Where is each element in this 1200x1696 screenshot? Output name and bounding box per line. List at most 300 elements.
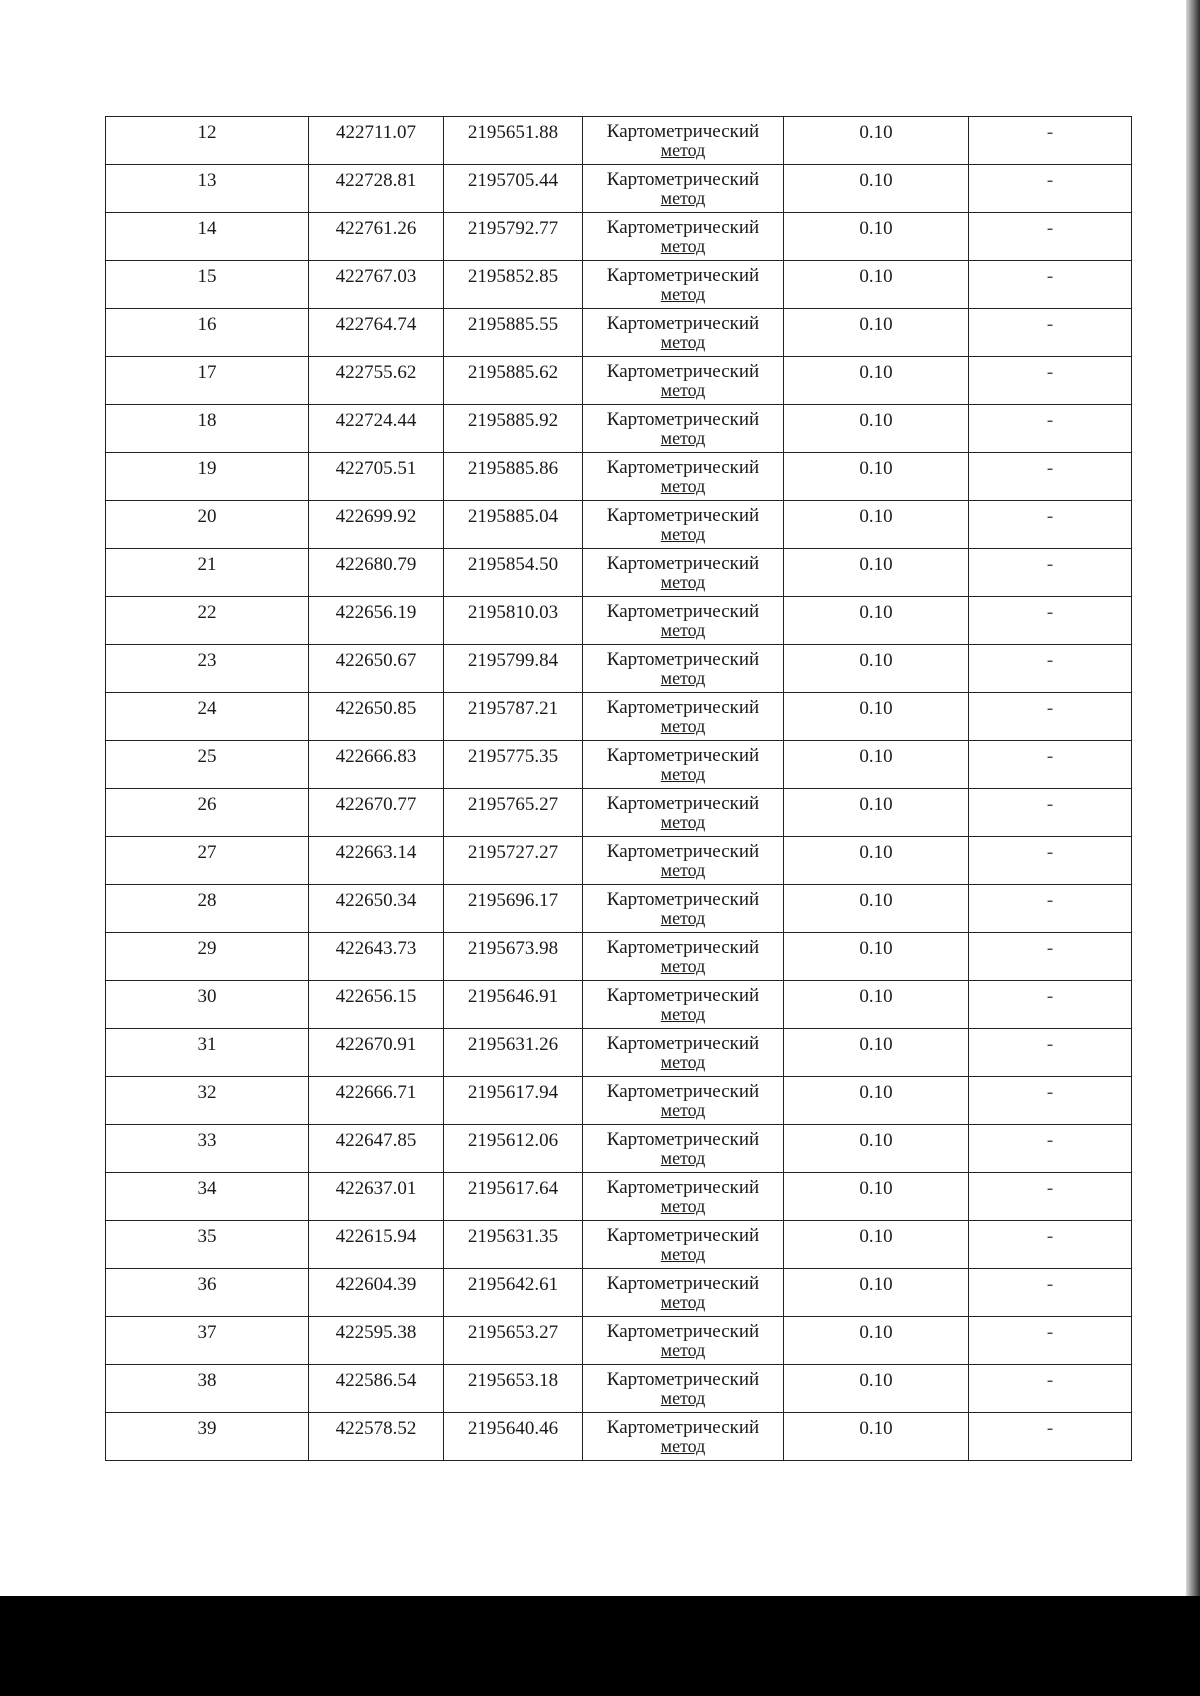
x-coordinate: 422663.14: [335, 842, 417, 863]
x-coordinate: 422764.74: [335, 314, 417, 335]
accuracy-cell: [784, 885, 969, 933]
accuracy-value: 0.10: [859, 122, 893, 143]
method-line-1: Картометрический: [606, 553, 760, 574]
point-number-cell: [106, 405, 309, 453]
y-coordinate-cell: [444, 1365, 583, 1413]
note-value: -: [1046, 1322, 1054, 1343]
method-line-2: метод: [660, 1100, 706, 1120]
y-coordinate: 2195799.84: [467, 650, 559, 671]
accuracy-value: 0.10: [859, 1130, 893, 1151]
accuracy-value: 0.10: [859, 890, 893, 911]
point-number: 36: [197, 1274, 217, 1295]
y-coordinate-cell: [444, 1029, 583, 1077]
accuracy-value: 0.10: [859, 410, 893, 431]
method-cell: [583, 1029, 784, 1077]
method-line-1: Картометрический: [606, 697, 760, 718]
y-coordinate: 2195653.27: [467, 1322, 559, 1343]
note-cell: [969, 1365, 1132, 1413]
y-coordinate-cell: [444, 693, 583, 741]
y-coordinate-cell: [444, 165, 583, 213]
x-coordinate-cell: [309, 357, 444, 405]
accuracy-cell: [784, 309, 969, 357]
note-cell: [969, 1317, 1132, 1365]
x-coordinate-cell: [309, 549, 444, 597]
x-coordinate-cell: [309, 1173, 444, 1221]
table-row: [106, 1125, 1132, 1173]
method-line-1: Картометрический: [606, 889, 760, 910]
y-coordinate-cell: [444, 549, 583, 597]
method-line-2: метод: [660, 1340, 706, 1360]
note-value: -: [1046, 170, 1054, 191]
accuracy-cell: [784, 1413, 969, 1461]
x-coordinate-cell: [309, 309, 444, 357]
method-line-2: метод: [660, 1052, 706, 1072]
x-coordinate-cell: [309, 885, 444, 933]
y-coordinate: 2195885.62: [467, 362, 559, 383]
accuracy-value: 0.10: [859, 986, 893, 1007]
note-value: -: [1046, 938, 1054, 959]
accuracy-cell: [784, 117, 969, 165]
scan-bottom-band: [0, 1596, 1200, 1696]
method-cell: [583, 1365, 784, 1413]
method-line-2: метод: [660, 572, 706, 592]
accuracy-cell: [784, 1221, 969, 1269]
method-cell: [583, 837, 784, 885]
accuracy-value: 0.10: [859, 218, 893, 239]
accuracy-cell: [784, 453, 969, 501]
x-coordinate: 422761.26: [335, 218, 417, 239]
note-cell: [969, 1269, 1132, 1317]
x-coordinate-cell: [309, 1125, 444, 1173]
method-line-2: метод: [660, 1148, 706, 1168]
x-coordinate: 422767.03: [335, 266, 417, 287]
y-coordinate-cell: [444, 1125, 583, 1173]
y-coordinate-cell: [444, 405, 583, 453]
method-line-2: метод: [660, 524, 706, 544]
table-row: [106, 357, 1132, 405]
point-number: 26: [197, 794, 217, 815]
point-number-cell: [106, 1317, 309, 1365]
point-number-cell: [106, 1077, 309, 1125]
x-coordinate: 422578.52: [335, 1418, 417, 1439]
note-value: -: [1046, 842, 1054, 863]
method-line-1: Картометрический: [606, 1033, 760, 1054]
y-coordinate-cell: [444, 789, 583, 837]
point-number-cell: [106, 933, 309, 981]
method-line-1: Картометрический: [606, 169, 760, 190]
note-value: -: [1046, 986, 1054, 1007]
x-coordinate-cell: [309, 213, 444, 261]
accuracy-value: 0.10: [859, 1226, 893, 1247]
accuracy-value: 0.10: [859, 554, 893, 575]
y-coordinate-cell: [444, 1317, 583, 1365]
point-number: 39: [197, 1418, 217, 1439]
accuracy-value: 0.10: [859, 698, 893, 719]
point-number-cell: [106, 693, 309, 741]
x-coordinate-cell: [309, 837, 444, 885]
x-coordinate-cell: [309, 597, 444, 645]
table-row: [106, 741, 1132, 789]
note-cell: [969, 693, 1132, 741]
y-coordinate-cell: [444, 981, 583, 1029]
x-coordinate: 422595.38: [335, 1322, 417, 1343]
point-number-cell: [106, 1413, 309, 1461]
point-number-cell: [106, 165, 309, 213]
method-cell: [583, 357, 784, 405]
point-number-cell: [106, 741, 309, 789]
table-row: [106, 405, 1132, 453]
method-line-1: Картометрический: [606, 121, 760, 142]
note-value: -: [1046, 218, 1054, 239]
point-number: 28: [197, 890, 217, 911]
point-number: 15: [197, 266, 217, 287]
point-number: 13: [197, 170, 217, 191]
y-coordinate-cell: [444, 261, 583, 309]
note-cell: [969, 1221, 1132, 1269]
y-coordinate: 2195854.50: [467, 554, 559, 575]
accuracy-cell: [784, 1269, 969, 1317]
table-row: [106, 1173, 1132, 1221]
x-coordinate: 422647.85: [335, 1130, 417, 1151]
table-row: [106, 1413, 1132, 1461]
accuracy-value: 0.10: [859, 746, 893, 767]
table-row: [106, 789, 1132, 837]
note-cell: [969, 837, 1132, 885]
x-coordinate: 422615.94: [335, 1226, 417, 1247]
method-cell: [583, 1173, 784, 1221]
y-coordinate: 2195775.35: [467, 746, 559, 767]
accuracy-value: 0.10: [859, 1370, 893, 1391]
x-coordinate: 422656.19: [335, 602, 417, 623]
x-coordinate-cell: [309, 117, 444, 165]
x-coordinate: 422637.01: [335, 1178, 417, 1199]
note-value: -: [1046, 362, 1054, 383]
method-line-2: метод: [660, 236, 706, 256]
table-row: [106, 117, 1132, 165]
method-cell: [583, 1077, 784, 1125]
accuracy-value: 0.10: [859, 362, 893, 383]
note-cell: [969, 261, 1132, 309]
method-line-1: Картометрический: [606, 601, 760, 622]
x-coordinate: 422656.15: [335, 986, 417, 1007]
method-line-2: метод: [660, 1388, 706, 1408]
accuracy-value: 0.10: [859, 602, 893, 623]
accuracy-value: 0.10: [859, 506, 893, 527]
table-row: [106, 309, 1132, 357]
y-coordinate: 2195642.61: [467, 1274, 559, 1295]
table-row: [106, 1221, 1132, 1269]
note-value: -: [1046, 506, 1054, 527]
y-coordinate-cell: [444, 213, 583, 261]
coordinates-table-body: [106, 117, 1132, 1461]
accuracy-value: 0.10: [859, 938, 893, 959]
table-row: [106, 165, 1132, 213]
point-number-cell: [106, 1365, 309, 1413]
y-coordinate: 2195617.94: [467, 1082, 559, 1103]
y-coordinate: 2195646.91: [467, 986, 559, 1007]
method-cell: [583, 789, 784, 837]
method-line-2: метод: [660, 1244, 706, 1264]
method-line-1: Картометрический: [606, 745, 760, 766]
method-line-1: Картометрический: [606, 265, 760, 286]
note-value: -: [1046, 650, 1054, 671]
table-row: [106, 213, 1132, 261]
y-coordinate: 2195885.04: [467, 506, 559, 527]
y-coordinate-cell: [444, 357, 583, 405]
y-coordinate-cell: [444, 1269, 583, 1317]
note-value: -: [1046, 314, 1054, 335]
method-line-1: Картометрический: [606, 505, 760, 526]
point-number-cell: [106, 1269, 309, 1317]
y-coordinate: 2195673.98: [467, 938, 559, 959]
accuracy-cell: [784, 501, 969, 549]
point-number: 21: [197, 554, 217, 575]
y-coordinate: 2195631.35: [467, 1226, 559, 1247]
table-row: [106, 981, 1132, 1029]
method-line-1: Картометрический: [606, 985, 760, 1006]
method-cell: [583, 741, 784, 789]
x-coordinate-cell: [309, 789, 444, 837]
accuracy-value: 0.10: [859, 1418, 893, 1439]
accuracy-value: 0.10: [859, 1034, 893, 1055]
method-line-2: метод: [660, 1436, 706, 1456]
point-number-cell: [106, 597, 309, 645]
method-line-1: Картометрический: [606, 1225, 760, 1246]
note-cell: [969, 165, 1132, 213]
method-line-2: метод: [660, 188, 706, 208]
point-number-cell: [106, 1029, 309, 1077]
accuracy-cell: [784, 357, 969, 405]
method-line-1: Картометрический: [606, 1081, 760, 1102]
x-coordinate: 422724.44: [335, 410, 417, 431]
method-line-1: Картометрический: [606, 1129, 760, 1150]
method-cell: [583, 645, 784, 693]
y-coordinate-cell: [444, 933, 583, 981]
method-line-1: Картометрический: [606, 457, 760, 478]
x-coordinate: 422650.85: [335, 698, 417, 719]
x-coordinate: 422643.73: [335, 938, 417, 959]
y-coordinate: 2195640.46: [467, 1418, 559, 1439]
note-value: -: [1046, 746, 1054, 767]
note-cell: [969, 1413, 1132, 1461]
x-coordinate-cell: [309, 1269, 444, 1317]
method-line-1: Картометрический: [606, 361, 760, 382]
note-cell: [969, 117, 1132, 165]
note-cell: [969, 309, 1132, 357]
note-cell: [969, 1077, 1132, 1125]
point-number: 17: [197, 362, 217, 383]
point-number: 16: [197, 314, 217, 335]
accuracy-value: 0.10: [859, 794, 893, 815]
method-line-2: метод: [660, 1196, 706, 1216]
method-line-1: Картометрический: [606, 1369, 760, 1390]
method-line-2: метод: [660, 140, 706, 160]
method-line-2: метод: [660, 812, 706, 832]
x-coordinate-cell: [309, 933, 444, 981]
note-cell: [969, 597, 1132, 645]
x-coordinate: 422650.34: [335, 890, 417, 911]
y-coordinate: 2195765.27: [467, 794, 559, 815]
x-coordinate: 422728.81: [335, 170, 417, 191]
method-line-1: Картометрический: [606, 409, 760, 430]
accuracy-value: 0.10: [859, 842, 893, 863]
point-number: 31: [197, 1034, 217, 1055]
y-coordinate-cell: [444, 597, 583, 645]
note-cell: [969, 741, 1132, 789]
y-coordinate-cell: [444, 453, 583, 501]
point-number: 35: [197, 1226, 217, 1247]
y-coordinate: 2195631.26: [467, 1034, 559, 1055]
table-row: [106, 261, 1132, 309]
x-coordinate-cell: [309, 693, 444, 741]
table-row: [106, 693, 1132, 741]
point-number: 38: [197, 1370, 217, 1391]
y-coordinate-cell: [444, 837, 583, 885]
note-value: -: [1046, 1226, 1054, 1247]
point-number-cell: [106, 501, 309, 549]
table-row: [106, 933, 1132, 981]
accuracy-cell: [784, 693, 969, 741]
note-cell: [969, 501, 1132, 549]
method-cell: [583, 549, 784, 597]
note-value: -: [1046, 794, 1054, 815]
accuracy-value: 0.10: [859, 1178, 893, 1199]
method-cell: [583, 405, 784, 453]
note-cell: [969, 453, 1132, 501]
method-line-2: метод: [660, 284, 706, 304]
x-coordinate: 422666.71: [335, 1082, 417, 1103]
table-row: [106, 1029, 1132, 1077]
table-row: [106, 501, 1132, 549]
method-line-1: Картометрический: [606, 841, 760, 862]
point-number-cell: [106, 117, 309, 165]
method-cell: [583, 213, 784, 261]
x-coordinate: 422650.67: [335, 650, 417, 671]
point-number: 33: [197, 1130, 217, 1151]
point-number: 37: [197, 1322, 217, 1343]
method-line-2: метод: [660, 476, 706, 496]
x-coordinate-cell: [309, 405, 444, 453]
accuracy-cell: [784, 597, 969, 645]
accuracy-cell: [784, 213, 969, 261]
point-number: 20: [197, 506, 217, 527]
y-coordinate: 2195852.85: [467, 266, 559, 287]
accuracy-value: 0.10: [859, 458, 893, 479]
point-number-cell: [106, 1221, 309, 1269]
x-coordinate-cell: [309, 453, 444, 501]
method-line-2: метод: [660, 428, 706, 448]
note-cell: [969, 885, 1132, 933]
x-coordinate-cell: [309, 1317, 444, 1365]
accuracy-cell: [784, 741, 969, 789]
note-cell: [969, 405, 1132, 453]
note-value: -: [1046, 554, 1054, 575]
note-value: -: [1046, 1370, 1054, 1391]
accuracy-value: 0.10: [859, 1274, 893, 1295]
point-number: 29: [197, 938, 217, 959]
point-number-cell: [106, 261, 309, 309]
accuracy-cell: [784, 1365, 969, 1413]
method-line-2: метод: [660, 380, 706, 400]
note-value: -: [1046, 122, 1054, 143]
method-line-2: метод: [660, 860, 706, 880]
method-cell: [583, 1221, 784, 1269]
y-coordinate-cell: [444, 1077, 583, 1125]
method-cell: [583, 309, 784, 357]
accuracy-cell: [784, 933, 969, 981]
accuracy-cell: [784, 1125, 969, 1173]
point-number-cell: [106, 309, 309, 357]
x-coordinate-cell: [309, 1221, 444, 1269]
note-value: -: [1046, 1130, 1054, 1151]
point-number: 12: [197, 122, 217, 143]
y-coordinate: 2195792.77: [467, 218, 559, 239]
note-cell: [969, 981, 1132, 1029]
method-cell: [583, 1413, 784, 1461]
note-value: -: [1046, 890, 1054, 911]
table-row: [106, 837, 1132, 885]
note-cell: [969, 1029, 1132, 1077]
method-line-1: Картометрический: [606, 1321, 760, 1342]
note-value: -: [1046, 602, 1054, 623]
method-line-1: Картометрический: [606, 649, 760, 670]
method-cell: [583, 1125, 784, 1173]
x-coordinate-cell: [309, 165, 444, 213]
y-coordinate: 2195705.44: [467, 170, 559, 191]
method-line-1: Картометрический: [606, 313, 760, 334]
accuracy-cell: [784, 261, 969, 309]
y-coordinate-cell: [444, 117, 583, 165]
point-number: 24: [197, 698, 217, 719]
y-coordinate: 2195727.27: [467, 842, 559, 863]
table-row: [106, 1077, 1132, 1125]
point-number: 22: [197, 602, 217, 623]
note-cell: [969, 645, 1132, 693]
table-row: [106, 885, 1132, 933]
y-coordinate: 2195885.55: [467, 314, 559, 335]
y-coordinate: 2195885.92: [467, 410, 559, 431]
y-coordinate-cell: [444, 501, 583, 549]
point-number: 18: [197, 410, 217, 431]
point-number: 34: [197, 1178, 217, 1199]
method-line-1: Картометрический: [606, 1417, 760, 1438]
x-coordinate-cell: [309, 501, 444, 549]
method-cell: [583, 1317, 784, 1365]
point-number: 14: [197, 218, 217, 239]
accuracy-value: 0.10: [859, 650, 893, 671]
method-cell: [583, 885, 784, 933]
method-line-1: Картометрический: [606, 1273, 760, 1294]
method-cell: [583, 693, 784, 741]
point-number-cell: [106, 645, 309, 693]
point-number: 23: [197, 650, 217, 671]
x-coordinate: 422755.62: [335, 362, 417, 383]
accuracy-cell: [784, 837, 969, 885]
accuracy-cell: [784, 981, 969, 1029]
y-coordinate: 2195696.17: [467, 890, 559, 911]
y-coordinate: 2195787.21: [467, 698, 559, 719]
y-coordinate-cell: [444, 645, 583, 693]
x-coordinate: 422670.91: [335, 1034, 417, 1055]
y-coordinate-cell: [444, 741, 583, 789]
note-cell: [969, 933, 1132, 981]
point-number-cell: [106, 213, 309, 261]
accuracy-cell: [784, 1317, 969, 1365]
accuracy-value: 0.10: [859, 1082, 893, 1103]
accuracy-value: 0.10: [859, 266, 893, 287]
method-cell: [583, 117, 784, 165]
point-number-cell: [106, 789, 309, 837]
